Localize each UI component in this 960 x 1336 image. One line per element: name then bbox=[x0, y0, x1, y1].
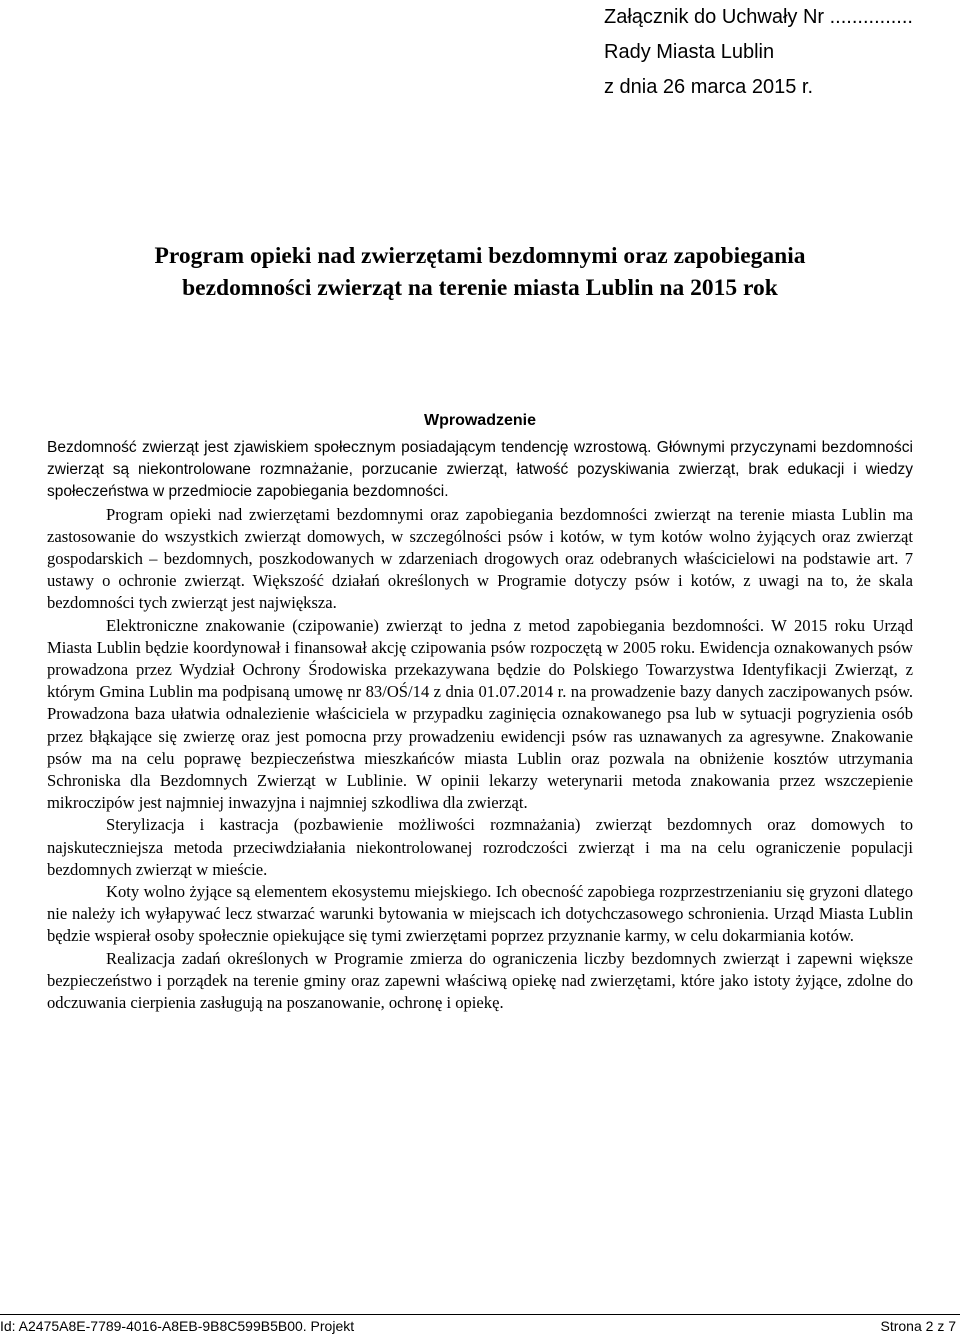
paragraph-intro: Bezdomność zwierząt jest zjawiskiem społecznym posiadającym tendencję wzrostową. Głównymi przyczynami bezdomności zwierząt są niekontrolowane rozmnażanie, porzucanie zwierząt, łatwość pozyskiwania zwierząt, brak edukacji i wiedzy społeczeństwa w przedmiocie zapobiegania bezdomności. bbox=[47, 439, 913, 501]
document-body bbox=[47, 437, 913, 1014]
document-title-line-1: Program opieki nad zwierzętami bezdomnymi oraz zapobiegania bbox=[154, 243, 806, 269]
paragraph-scope: Program opieki nad zwierzętami bezdomnymi oraz zapobiegania bezdomności zwierząt na terenie miasta Lublin ma zastosowanie do wszystkich zwierząt domowych, w szczególności psów i kotów, w tym kotów wolno żyjących oraz zwierząt gospodarskich – bezdomnych, poszkodowanych w zdarzeniach drogowych oraz odebranych właścicielowi na podstawie art. 7 ustawy o ochronie zwierząt. Większość działań określonych w Programie dotyczy psów i kotów, z uwagi na to, że skala bezdomności tych zwierząt jest największa. bbox=[47, 504, 913, 613]
document-title bbox=[0, 240, 960, 304]
attachment-header bbox=[604, 0, 954, 105]
attachment-line-resolution: Załącznik do Uchwały Nr ............... bbox=[604, 6, 913, 28]
document-title-line-2: bezdomności zwierząt na terenie miasta Lublin na 2015 rok bbox=[182, 275, 778, 301]
section-heading: Wprowadzenie bbox=[423, 412, 536, 429]
paragraph-chipping: Elektroniczne znakowanie (czipowanie) zwierząt to jedna z metod zapobiegania bezdomności. W 2015 roku Urząd Miasta Lublin będzie koordynował i finansował akcję czipowania psów rozpoczętą w 2005 roku. Ewidencja oznakowanych psów prowadzona przez Wydział Ochrony Środowiska przekazywana będzie do Polskiego Towarzystwa Identyfikacji Zwierząt, z którym Gmina Lublin ma podpisaną umowę nr 83/OŚ/14 z dnia 01.07.2014 r. na prowadzenie bazy danych zaczipowanych psów. Prowadzona baza ułatwia odnalezienie właściciela w przypadku zaginięcia oznakowanego psa lub w sytuacji pogryzienia osób przez błąkające się zwierzę oraz jest pomocna przy prowadzeniu ewidencji psów ras uznawanych za agresywne. Znakowanie psów ma na celu poprawę bezpieczeństwa mieszkańców miasta Lublin oraz pozwala na obniżenie kosztów utrzymania Schroniska dla Bezdomnych Zwierząt w Lublinie. W opinii lekarzy weterynarii metoda znakowania przez wszczepienie mikroczipów jest najmniej inwazyjna i najmniej szkodliwa dla zwierząt. bbox=[47, 615, 913, 813]
paragraph-feral-cats: Koty wolno żyjące są elementem ekosystemu miejskiego. Ich obecność zapobiega rozprzestrzenianiu się gryzoni dlatego nie należy ich wyłapywać lecz stwarzać warunki bytowania w miejscach ich dotychczasowego schronienia. Urząd Miasta Lublin będzie wspierał osoby społecznie opiekujące się tymi zwierzętami poprzez przyznanie karmy, w celu dokarmiania kotów. bbox=[47, 882, 913, 946]
paragraph-conclusion: Realizacja zadań określonych w Programie zmierza do ograniczenia liczby bezdomnych zwierząt i zapewni większe bezpieczeństwo i porządek na terenie gminy oraz zapewni właściwą opiekę nad zwierzętami, które jako istoty żyjące, zdolne do odczuwania cierpienia zasługują na poszanowanie, ochronę i opiekę. bbox=[47, 948, 913, 1013]
attachment-line-council: Rady Miasta Lublin bbox=[604, 41, 775, 63]
paragraph-sterilization: Sterylizacja i kastracja (pozbawienie możliwości rozmnażania) zwierząt bezdomnych oraz domowych to najskuteczniejsza metoda przeciwdziałania niekontrolowanej rozrodczości zwierząt i ma na celu ograniczenie populacji bezdomnych zwierząt w mieście. bbox=[47, 815, 913, 879]
page-number: Strona 2 z 7 bbox=[880, 1318, 956, 1334]
document-id: Id: A2475A8E-7789-4016-A8EB-9B8C599B5B00. Projekt bbox=[0, 1318, 355, 1334]
page-footer bbox=[0, 1314, 960, 1334]
attachment-line-date: z dnia 26 marca 2015 r. bbox=[604, 76, 814, 98]
